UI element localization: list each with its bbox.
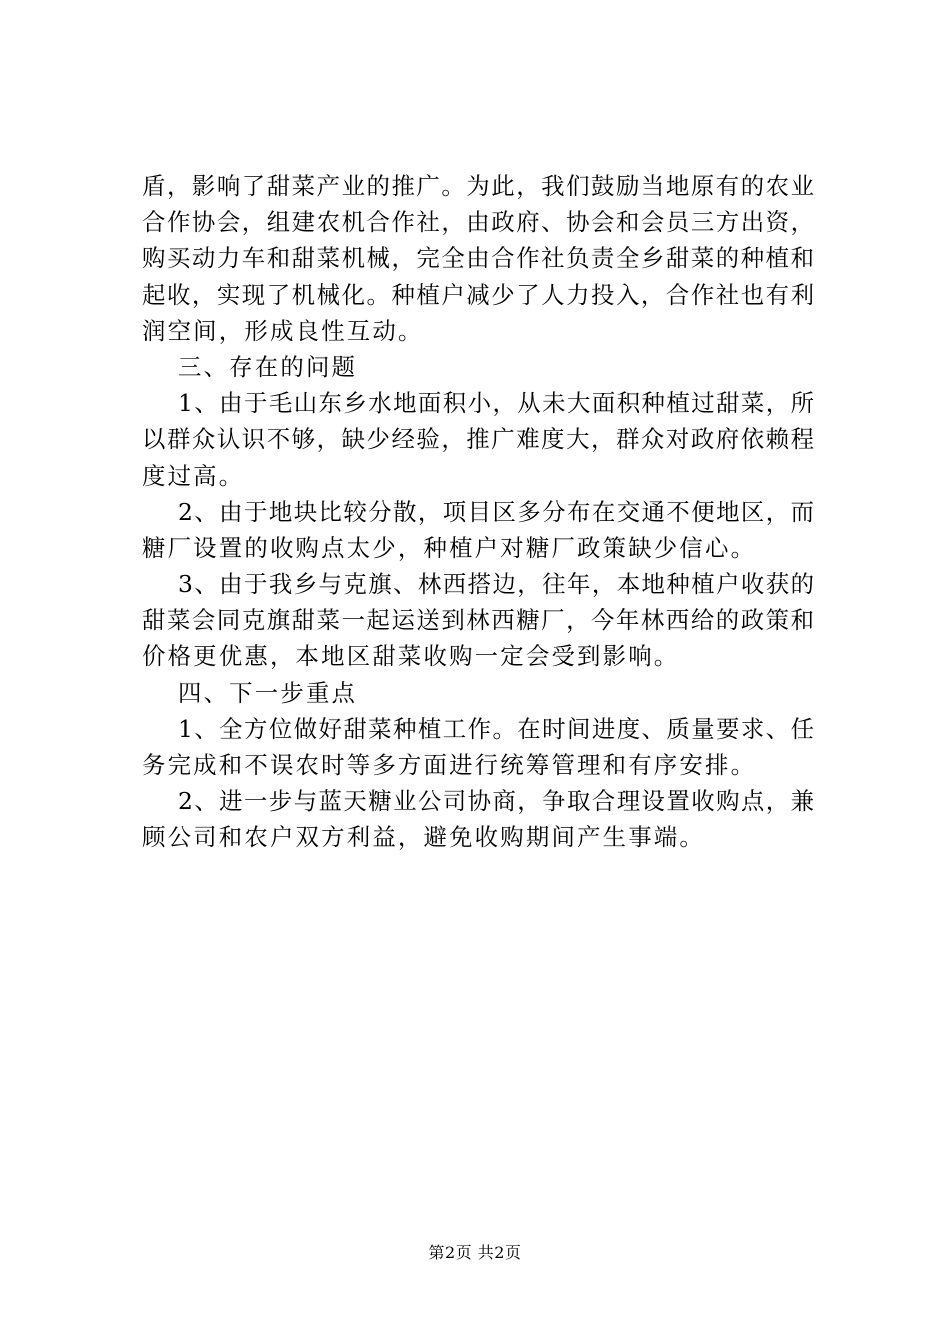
paragraph-line: 盾，影响了甜菜产业的推广。为此，我们鼓励当地原有的农业: [142, 172, 814, 200]
paragraph-line: 甜菜会同克旗甜菜一起运送到林西糖厂，今年林西给的政策和: [142, 606, 814, 635]
paragraph-line: 2、进一步与蓝天糖业公司协商，争取合理设置收购点，兼: [178, 787, 814, 816]
paragraph-line: 1、由于毛山东乡水地面积小，从未大面积种植过甜菜，所: [178, 389, 814, 418]
paragraph-line: 糖厂设置的收购点太少，种植户对糖厂政策缺少信心。: [142, 533, 757, 562]
paragraph-line: 1、全方位做好甜菜种植工作。在时间进度、质量要求、任: [178, 714, 814, 743]
paragraph-line: 顾公司和农户双方利益，避免收购期间产生事端。: [142, 823, 705, 852]
paragraph-line: 价格更优惠，本地区甜菜收购一定会受到影响。: [142, 642, 680, 671]
page-footer: 第2页 共2页: [428, 1243, 522, 1262]
paragraph-line: 润空间，形成良性互动。: [142, 316, 424, 345]
section-heading: 四、下一步重点: [178, 678, 358, 707]
paragraph-line: 度过高。: [142, 461, 245, 490]
document-body: [142, 168, 814, 856]
paragraph-line: 3、由于我乡与克旗、林西搭边，往年，本地种植户收获的: [178, 570, 814, 599]
section-heading: 三、存在的问题: [178, 352, 358, 381]
paragraph-line: 务完成和不误农时等多方面进行统筹管理和有序安排。: [142, 751, 757, 779]
paragraph-line: 合作协会，组建农机合作社，由政府、协会和会员三方出资，: [142, 208, 814, 237]
paragraph-line: 购买动力车和甜菜机械，完全由合作社负责全乡甜菜的种植和: [142, 244, 814, 273]
paragraph-line: 2、由于地块比较分散，项目区多分布在交通不便地区，而: [178, 497, 814, 526]
paragraph-line: 以群众认识不够，缺少经验，推广难度大，群众对政府依赖程: [142, 425, 814, 454]
paragraph-line: 起收，实现了机械化。种植户减少了人力投入，合作社也有利: [142, 280, 814, 309]
